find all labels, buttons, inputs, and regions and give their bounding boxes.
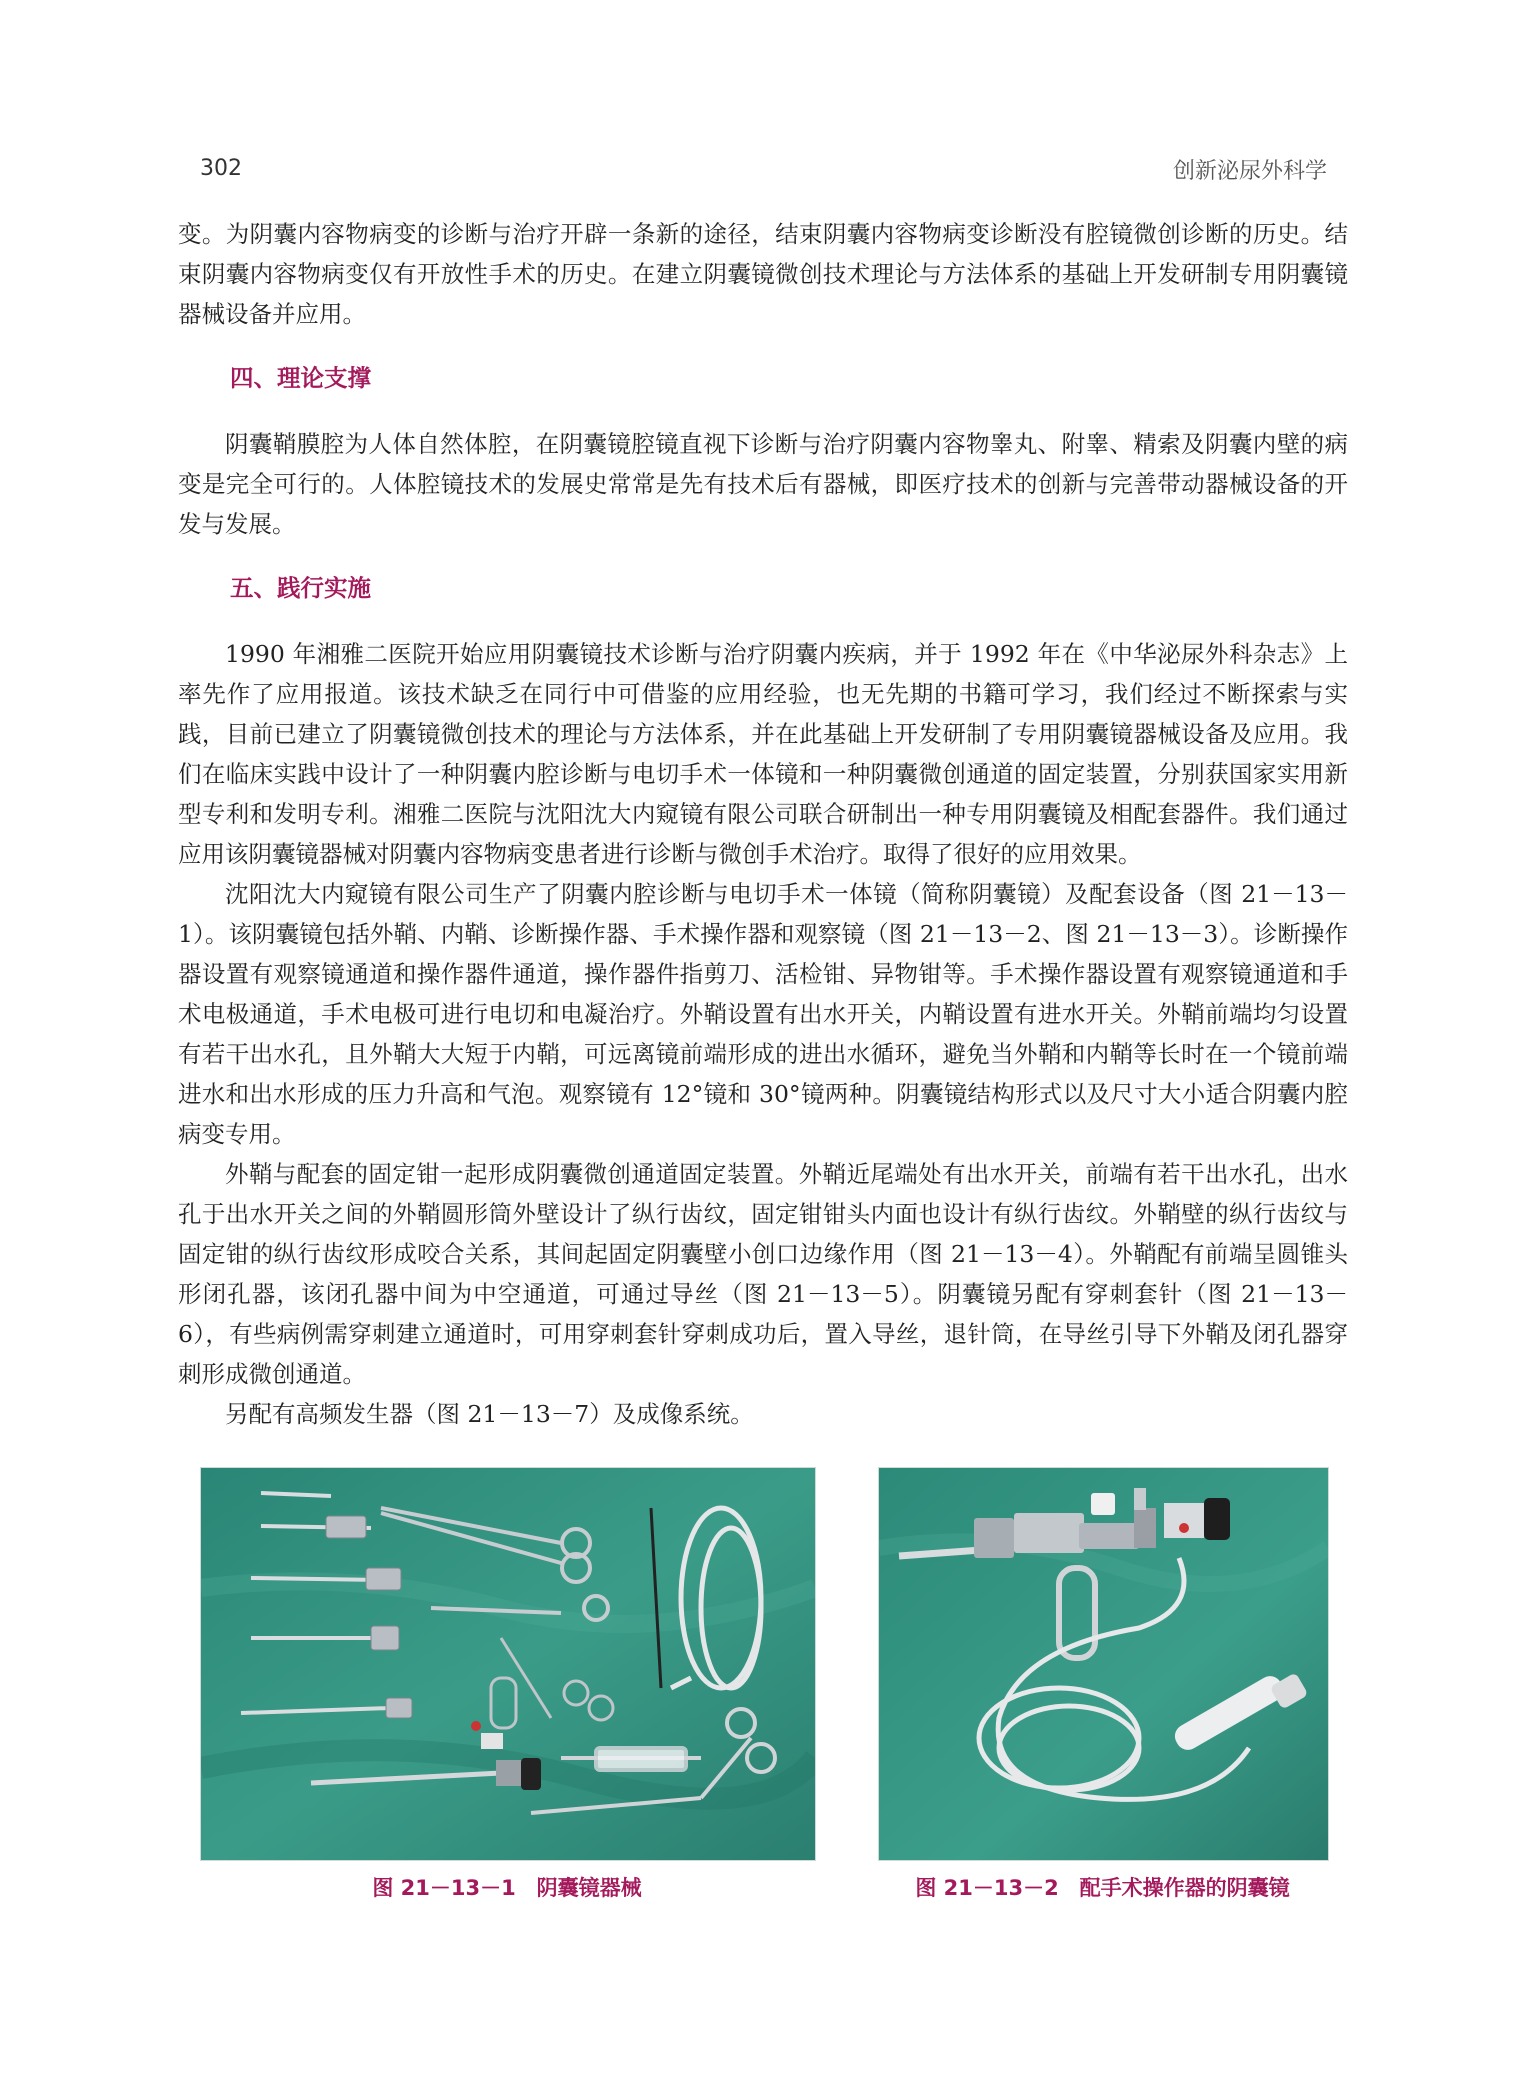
section5-paragraph-3: 外鞘与配套的固定钳一起形成阴囊微创通道固定装置。外鞘近尾端处有出水开关，前端有若干出水孔，出水孔于出水开关之间的外鞘圆形筒外壁设计了纵行齿纹，固定钳钳头内面也设计有纵行齿纹。外鞘壁的纵行齿纹与固定钳的纵行齿纹形成咬合关系，其间起固定阴囊壁小创口边缘作用（图 21－13－4）。外鞘配有前端呈圆锥头形闭孔器，该闭孔器中间为中空通道，可通过导丝（图 21－13－5）。阴囊镜另配有穿刺套针（图 21－13－6），有些病例需穿刺建立通道时，可用穿刺套针穿刺成功后，置入导丝，退针筒，在导丝引导下外鞘及闭孔器穿刺形成微创通道。	[178, 1160, 1348, 1388]
section4-paragraph: 阴囊鞘膜腔为人体自然体腔，在阴囊镜腔镜直视下诊断与治疗阴囊内容物睾丸、附睾、精索及阴囊内壁的病变是完全可行的。人体腔镜技术的发展史常常是先有技术后有器械，即医疗技术的创新与完善带动器械设备的开发与发展。	[178, 430, 1348, 538]
running-head: 创新泌尿外科学	[1172, 159, 1327, 184]
section5-paragraph-1: 1990 年湘雅二医院开始应用阴囊镜技术诊断与治疗阴囊内疾病，并于 1992 年在《中华泌尿外科杂志》上率先作了应用报道。该技术缺乏在同行中可借鉴的应用经验，也无先期的书籍可学习，我们经过不断探索与实践，目前已建立了阴囊镜微创技术的理论与方法体系，并在此基础上开发研制了专用阴囊镜器械设备及应用。我们在临床实践中设计了一种阴囊内腔诊断与电切手术一体镜和一种阴囊微创通道的固定装置，分别获国家实用新型专利和发明专利。湘雅二医院与沈阳沈大内窥镜有限公司联合研制出一种专用阴囊镜及相配套器件。我们通过应用该阴囊镜器械对阴囊内容物病变患者进行诊断与微创手术治疗。取得了很好的应用效果。	[178, 640, 1348, 868]
intro-paragraph: 变。为阴囊内容物病变的诊断与治疗开辟一条新的途径，结束阴囊内容物病变诊断没有腔镜微创诊断的历史。结束阴囊内容物病变仅有开放性手术的历史。在建立阴囊镜微创技术理论与方法体系的基础上开发研制专用阴囊镜器械设备并应用。	[178, 220, 1348, 328]
section5-paragraph-2: 沈阳沈大内窥镜有限公司生产了阴囊内腔诊断与电切手术一体镜（简称阴囊镜）及配套设备（图 21－13－1）。该阴囊镜包括外鞘、内鞘、诊断操作器、手术操作器和观察镜（图 21－13－2、图 21－13－3）。诊断操作器设置有观察镜通道和操作器件通道，操作器件指剪刀、活检钳、异物钳等。手术操作器设置有观察镜通道和手术电极通道，手术电极可进行电切和电凝治疗。外鞘设置有出水开关，内鞘设置有进水开关。外鞘前端均匀设置有若干出水孔，且外鞘大大短于内鞘，可远离镜前端形成的进出水循环，避免当外鞘和内鞘等长时在一个镜前端进水和出水形成的压力升高和气泡。观察镜有 12°镜和 30°镜两种。阴囊镜结构形式以及尺寸大小适合阴囊内腔病变专用。	[178, 880, 1348, 1148]
figure-2-caption: 图 21－13－2 配手术操作器的阴囊镜	[915, 1876, 1290, 1900]
section-heading-5: 五、践行实施	[230, 574, 371, 602]
body-text	[178, 214, 1348, 1434]
figure-instruments-photo	[200, 1467, 816, 1861]
figure-1-caption: 图 21－13－1 阴囊镜器械	[372, 1876, 642, 1900]
section-heading-4: 四、理论支撑	[230, 364, 371, 392]
page-number: 302	[200, 156, 242, 181]
figure-scope-photo	[878, 1467, 1329, 1861]
section5-paragraph-4: 另配有高频发生器（图 21－13－7）及成像系统。	[225, 1400, 754, 1428]
